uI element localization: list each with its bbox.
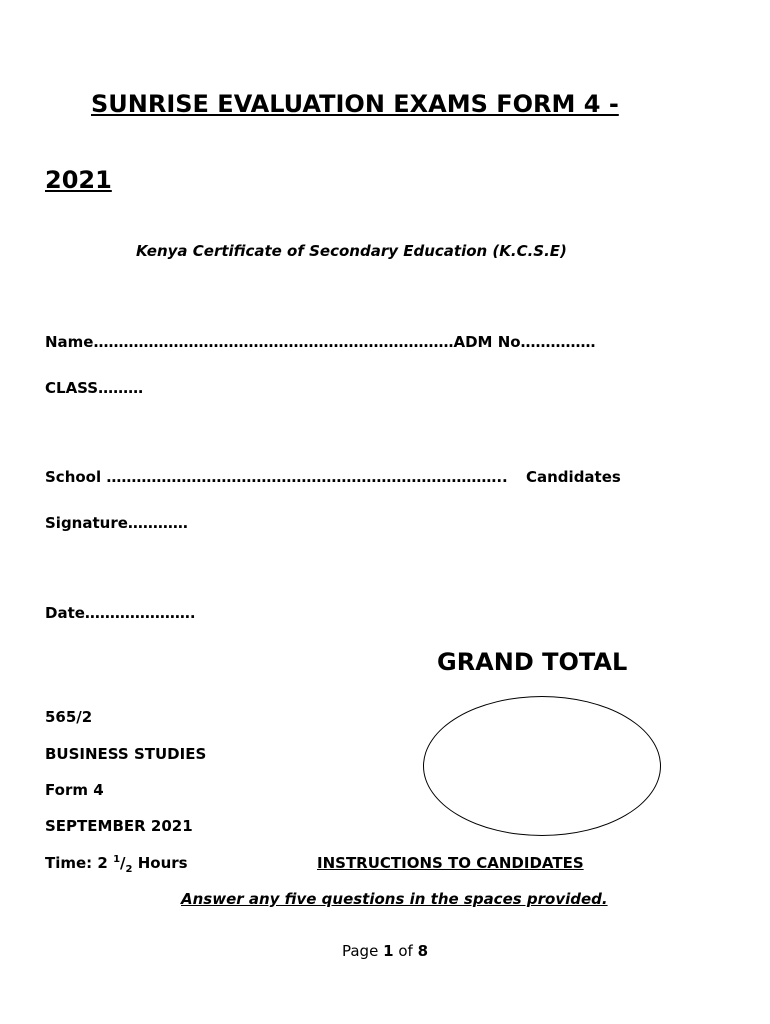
exam-subtitle: Kenya Certificate of Secondary Education (K.C.S.E) bbox=[136, 242, 567, 260]
instructions-text: Answer any five questions in the spaces provided. bbox=[181, 890, 608, 908]
paper-code: 565/2 bbox=[45, 708, 93, 726]
grand-total-oval bbox=[423, 696, 661, 836]
paper-subject: BUSINESS STUDIES bbox=[45, 745, 207, 763]
of-word: of bbox=[398, 942, 413, 960]
paper-sitting: SEPTEMBER 2021 bbox=[45, 817, 193, 835]
instructions-heading: INSTRUCTIONS TO CANDIDATES bbox=[317, 854, 584, 872]
class-field: CLASS……… bbox=[45, 379, 144, 397]
paper-time bbox=[45, 854, 188, 875]
paper-form: Form 4 bbox=[45, 781, 104, 799]
page-word: Page bbox=[341, 942, 379, 960]
page-current: 1 bbox=[383, 942, 394, 960]
time-denominator: 2 bbox=[125, 864, 133, 875]
date-field: Date…………………. bbox=[45, 604, 196, 622]
school-field: School …………………………………………………………………….. bbox=[45, 468, 508, 486]
time-unit: Hours bbox=[132, 854, 188, 872]
name-adm-field: Name………………………………………………………………ADM No…………… bbox=[45, 333, 596, 351]
time-separator: / bbox=[120, 854, 126, 872]
exam-title: SUNRISE EVALUATION EXAMS FORM 4 - bbox=[91, 90, 619, 118]
candidates-label: Candidates bbox=[526, 468, 621, 486]
time-numerator: 1 bbox=[113, 854, 121, 865]
time-prefix: Time: 2 bbox=[45, 854, 114, 872]
exam-year: 2021 bbox=[45, 166, 112, 194]
page-footer bbox=[0, 942, 770, 960]
page-total: 8 bbox=[417, 942, 428, 960]
signature-field: Signature………… bbox=[45, 514, 188, 532]
grand-total-label: GRAND TOTAL bbox=[437, 648, 628, 676]
